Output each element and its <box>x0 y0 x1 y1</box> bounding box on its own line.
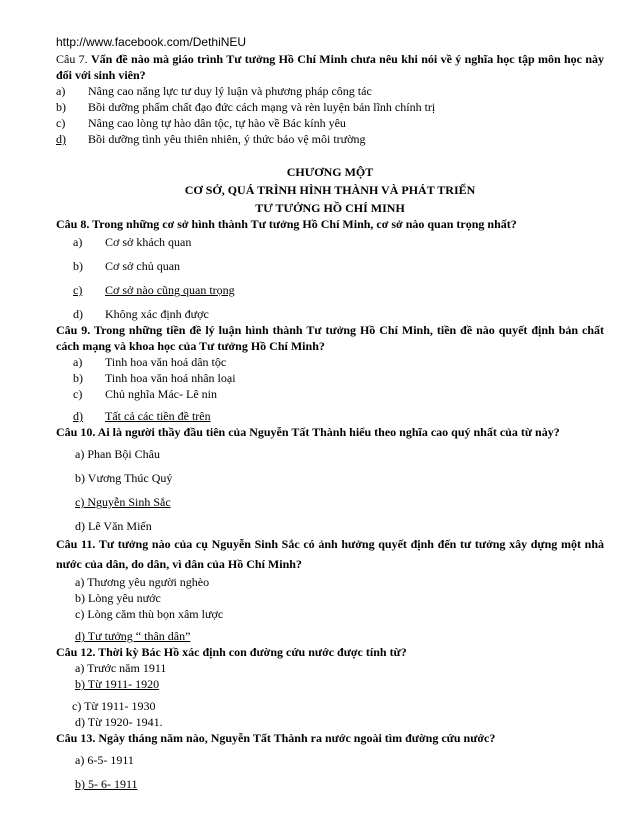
option-text: Chủ nghĩa Mác- Lê nin <box>105 387 217 401</box>
document-page <box>56 34 604 792</box>
option-text: Cơ sở chủ quan <box>105 259 181 273</box>
question-11-option-b: b) Lòng yêu nước <box>75 591 161 605</box>
question-11: Câu 11. Tư tưởng nào của cụ Nguyễn Sinh Sắc có ảnh hưởng quyết định đến tư tưởng xây dựng một nhà nước của dân, do dân, vì dân của Hồ Chí Minh? <box>56 537 604 571</box>
question-8-option-a <box>56 234 604 250</box>
option-text: Tinh hoa văn hoá dân tộc <box>105 355 227 369</box>
question-7-option-b <box>56 99 604 115</box>
question-7-prefix: Câu 7. <box>56 52 92 66</box>
option-key: c) <box>56 116 66 130</box>
option-text: Tinh hoa văn hoá nhân loại <box>105 371 236 385</box>
option-key: c) <box>73 387 83 401</box>
question-12-option-d: d) Từ 1920- 1941. <box>75 715 163 729</box>
question-7 <box>56 51 604 83</box>
chapter-subtitle: CƠ SỞ, QUÁ TRÌNH HÌNH THÀNH VÀ PHÁT TRIỂN <box>184 183 476 197</box>
question-7-option-d <box>56 131 604 147</box>
chapter-title: CHƯƠNG MỘT <box>286 165 374 179</box>
option-text: Bồi dưỡng phẩm chất đạo đức cách mạng và rèn luyện bản lĩnh chính trị <box>88 100 436 114</box>
option-text: Nâng cao lòng tự hào dân tộc, tự hào về Bác kính yêu <box>88 116 346 130</box>
option-text: Cơ sở khách quan <box>105 235 192 249</box>
option-key: a) <box>73 355 83 369</box>
option-key: b) <box>56 100 66 114</box>
question-7-text: Vấn đề nào mà giáo trình Tư tưởng Hồ Chí Minh chưa nêu khi nói về ý nghĩa học tập môn học này đối với sinh viên? <box>56 52 604 82</box>
option-key: b) <box>73 259 83 273</box>
question-9-option-a <box>56 354 604 370</box>
question-10-option-b: b) Vương Thúc Quý <box>75 471 173 485</box>
option-key: c) <box>73 283 83 297</box>
question-10-option-a: a) Phan Bội Châu <box>75 447 160 461</box>
question-11-option-c: c) Lòng căm thù bọn xâm lược <box>75 607 224 621</box>
option-key: a) <box>56 84 66 98</box>
option-key: d) <box>73 307 83 321</box>
option-text: Bồi dưỡng tình yêu thiên nhiên, ý thức bảo vệ môi trường <box>88 132 366 146</box>
question-9-option-c <box>56 386 604 402</box>
question-11-option-d-answer: d) Tư tưởng “ thân dân” <box>75 629 191 643</box>
question-8-option-d <box>56 306 604 322</box>
question-10-option-c-answer: c) Nguyễn Sinh Sắc <box>75 495 171 509</box>
question-11-option-a: a) Thương yêu người nghèo <box>75 575 210 589</box>
option-key-answer: d) <box>56 132 66 146</box>
option-key: a) <box>73 235 83 249</box>
question-13-option-b-answer: b) 5- 6- 1911 <box>75 777 138 791</box>
question-8: Câu 8. Trong những cơ sở hình thành Tư tưởng Hồ Chí Minh, cơ sở nào quan trọng nhất? <box>56 217 517 231</box>
source-url: http://www.facebook.com/DethiNEU <box>56 35 247 49</box>
question-7-option-a <box>56 83 604 99</box>
question-9-option-b <box>56 370 604 386</box>
option-key: b) <box>73 371 83 385</box>
option-text: Cơ sở nào cũng quan trọng <box>105 283 235 297</box>
question-9: Câu 9. Trong những tiền đề lý luận hình thành Tư tưởng Hồ Chí Minh, tiền đề nào quyết định bản chất cách mạng và khoa học của Tư tưởng Hồ Chí Minh? <box>56 323 604 353</box>
question-8-option-c-answer <box>56 282 604 298</box>
option-text: Không xác định được <box>105 307 209 321</box>
question-7-option-c <box>56 115 604 131</box>
option-text: Tất cả các tiền đề trên <box>105 409 211 423</box>
option-key: d) <box>73 409 83 423</box>
question-10: Câu 10. Ai là người thầy đầu tiên của Nguyễn Tất Thành hiểu theo nghĩa cao quý nhất của từ này? <box>56 425 560 439</box>
question-13-option-a: a) 6-5- 1911 <box>75 753 134 767</box>
question-12-option-b-answer: b) Từ 1911- 1920 <box>75 677 160 691</box>
question-13: Câu 13. Ngày tháng năm nào, Nguyễn Tất Thành ra nước ngoài tìm đường cứu nước? <box>56 731 496 745</box>
question-9-option-d-answer <box>56 408 604 424</box>
question-10-option-d: d) Lê Văn Miến <box>75 519 152 533</box>
question-12-option-c: c) Từ 1911- 1930 <box>72 699 156 713</box>
question-8-option-b <box>56 258 604 274</box>
question-12-option-a: a) Trước năm 1911 <box>75 661 167 675</box>
option-text: Nâng cao năng lực tư duy lý luận và phương pháp công tác <box>88 84 372 98</box>
question-12: Câu 12. Thời kỳ Bác Hồ xác định con đường cứu nước được tính từ? <box>56 645 407 659</box>
chapter-subtitle-2: TƯ TƯỞNG HỒ CHÍ MINH <box>255 201 405 215</box>
